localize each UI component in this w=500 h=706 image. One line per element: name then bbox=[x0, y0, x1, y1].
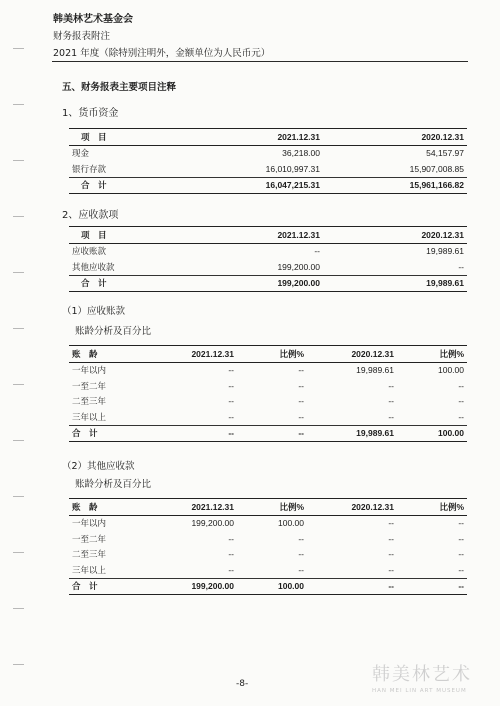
cell-value: 100.00 bbox=[278, 518, 304, 529]
col-header: 2021.12.31 bbox=[147, 346, 237, 363]
col-header: 项 目 bbox=[69, 129, 179, 146]
row-label: 应收账款 bbox=[72, 247, 107, 258]
cell-value: -- bbox=[228, 533, 234, 544]
total-value: 199,200.00 bbox=[147, 578, 237, 595]
cell-value: -- bbox=[228, 411, 234, 422]
margin-mark bbox=[13, 664, 24, 665]
total-label: 合 计 bbox=[69, 177, 179, 194]
cell-value: -- bbox=[298, 365, 304, 376]
accounts-receivable-aging-table bbox=[69, 345, 467, 442]
cell-value: -- bbox=[228, 564, 234, 575]
cell-value: -- bbox=[298, 411, 304, 422]
row-label: 现金 bbox=[72, 149, 90, 160]
margin-mark bbox=[13, 384, 24, 385]
col-header: 项 目 bbox=[69, 227, 179, 244]
cell-value: -- bbox=[388, 564, 394, 575]
total-label: 合 计 bbox=[69, 578, 147, 595]
table-row bbox=[69, 515, 467, 531]
total-value: 100.00 bbox=[397, 425, 467, 442]
other-receivables-aging-table bbox=[69, 498, 467, 595]
row-label: 一至二年 bbox=[72, 534, 107, 545]
col-header: 2020.12.31 bbox=[323, 227, 467, 244]
cell-value: 54,157.97 bbox=[426, 148, 464, 159]
cell-value: 19,989.61 bbox=[426, 246, 464, 257]
cell-value: -- bbox=[228, 380, 234, 391]
table-row bbox=[69, 161, 467, 177]
table-row bbox=[69, 409, 467, 425]
binding-margin-marks bbox=[0, 0, 40, 706]
receivables-table bbox=[69, 226, 467, 292]
col-header: 比例% bbox=[397, 499, 467, 516]
row-label: 一年以内 bbox=[72, 366, 107, 377]
cell-value: -- bbox=[298, 380, 304, 391]
cell-value: -- bbox=[298, 564, 304, 575]
cell-value: 19,989.61 bbox=[356, 365, 394, 376]
total-label: 合 计 bbox=[69, 275, 179, 292]
table-row bbox=[69, 394, 467, 410]
margin-mark bbox=[13, 328, 24, 329]
margin-mark bbox=[13, 552, 24, 553]
margin-mark bbox=[13, 440, 24, 441]
period-note: 2021 年度（除特别注明外，金额单位为人民币元） bbox=[53, 48, 271, 59]
s4-subtitle: 账龄分析及百分比 bbox=[75, 479, 152, 490]
cell-value: -- bbox=[228, 549, 234, 560]
cell-value: -- bbox=[314, 246, 320, 257]
cell-value: -- bbox=[458, 518, 464, 529]
document-title: 财务报表附注 bbox=[53, 31, 111, 42]
cell-value: -- bbox=[388, 380, 394, 391]
cell-value: 199,200.00 bbox=[191, 518, 234, 529]
cell-value: -- bbox=[388, 396, 394, 407]
row-label: 一至二年 bbox=[72, 381, 107, 392]
s1-title: 1、货币资金 bbox=[62, 108, 119, 119]
total-value: 19,989.61 bbox=[323, 275, 467, 292]
total-value: 15,961,166.82 bbox=[323, 177, 467, 194]
col-header: 2020.12.31 bbox=[307, 346, 397, 363]
cell-value: -- bbox=[458, 380, 464, 391]
table-row bbox=[69, 378, 467, 394]
row-label: 银行存款 bbox=[72, 164, 107, 175]
cell-value: 15,907,008.85 bbox=[409, 163, 464, 174]
header-rule bbox=[52, 61, 468, 62]
margin-mark bbox=[13, 496, 24, 497]
col-header: 2021.12.31 bbox=[179, 129, 323, 146]
page-number: -8- bbox=[236, 679, 249, 689]
table-header-row bbox=[69, 227, 467, 244]
total-value: 100.00 bbox=[237, 578, 307, 595]
total-value: 19,989.61 bbox=[307, 425, 397, 442]
col-header: 比例% bbox=[237, 499, 307, 516]
cell-value: -- bbox=[298, 549, 304, 560]
watermark-cn: 韩美林艺术 bbox=[372, 664, 472, 685]
cell-value: -- bbox=[228, 396, 234, 407]
total-value: -- bbox=[237, 425, 307, 442]
total-label: 合 计 bbox=[69, 425, 147, 442]
table-row bbox=[69, 547, 467, 563]
s3-subtitle: 账龄分析及百分比 bbox=[75, 326, 152, 337]
cell-value: -- bbox=[458, 533, 464, 544]
col-header: 账 龄 bbox=[69, 499, 147, 516]
total-value: 16,047,215.31 bbox=[179, 177, 323, 194]
total-value: -- bbox=[307, 578, 397, 595]
table-row bbox=[69, 562, 467, 578]
table-row bbox=[69, 243, 467, 259]
s4-title: （2）其他应收款 bbox=[62, 461, 135, 472]
table-row bbox=[69, 362, 467, 378]
margin-mark bbox=[13, 48, 24, 49]
section-title: 五、财务报表主要项目注释 bbox=[62, 82, 177, 93]
row-label: 二至三年 bbox=[72, 550, 107, 561]
museum-watermark-logo bbox=[372, 660, 492, 700]
col-header: 比例% bbox=[237, 346, 307, 363]
cell-value: -- bbox=[458, 564, 464, 575]
total-value: 199,200.00 bbox=[179, 275, 323, 292]
cell-value: -- bbox=[228, 365, 234, 376]
margin-mark bbox=[13, 272, 24, 273]
cell-value: -- bbox=[298, 396, 304, 407]
col-header: 2021.12.31 bbox=[179, 227, 323, 244]
cell-value: -- bbox=[458, 261, 464, 272]
cell-value: -- bbox=[458, 411, 464, 422]
watermark-en: HAN MEI LIN ART MUSEUM bbox=[372, 688, 467, 694]
cell-value: -- bbox=[388, 518, 394, 529]
col-header: 2020.12.31 bbox=[307, 499, 397, 516]
row-label: 二至三年 bbox=[72, 397, 107, 408]
total-row bbox=[69, 578, 467, 595]
table-header-row bbox=[69, 499, 467, 516]
margin-mark bbox=[13, 608, 24, 609]
col-header: 2021.12.31 bbox=[147, 499, 237, 516]
table-row bbox=[69, 259, 467, 275]
cell-value: -- bbox=[298, 533, 304, 544]
cell-value: -- bbox=[388, 411, 394, 422]
cell-value: -- bbox=[388, 549, 394, 560]
row-label: 一年以内 bbox=[72, 519, 107, 530]
col-header: 2020.12.31 bbox=[323, 129, 467, 146]
table-row bbox=[69, 145, 467, 161]
col-header: 比例% bbox=[397, 346, 467, 363]
cell-value: 199,200.00 bbox=[277, 261, 320, 272]
cell-value: 16,010,997.31 bbox=[265, 163, 320, 174]
cell-value: 100.00 bbox=[438, 365, 464, 376]
row-label: 三年以上 bbox=[72, 412, 107, 423]
cash-table bbox=[69, 128, 467, 194]
s2-title: 2、应收款项 bbox=[62, 210, 119, 221]
col-header: 账 龄 bbox=[69, 346, 147, 363]
total-row bbox=[69, 177, 467, 194]
s3-title: （1）应收账款 bbox=[62, 306, 126, 317]
table-header-row bbox=[69, 346, 467, 363]
table-row bbox=[69, 531, 467, 547]
total-row bbox=[69, 275, 467, 292]
org-name: 韩美林艺术基金会 bbox=[53, 14, 133, 25]
cell-value: -- bbox=[458, 549, 464, 560]
total-value: -- bbox=[397, 578, 467, 595]
row-label: 三年以上 bbox=[72, 565, 107, 576]
cell-value: -- bbox=[458, 396, 464, 407]
total-row bbox=[69, 425, 467, 442]
table-header-row bbox=[69, 129, 467, 146]
margin-mark bbox=[13, 104, 24, 105]
row-label: 其他应收款 bbox=[72, 262, 115, 273]
margin-mark bbox=[13, 160, 24, 161]
cell-value: 36,218.00 bbox=[282, 148, 320, 159]
margin-mark bbox=[13, 216, 24, 217]
total-value: -- bbox=[147, 425, 237, 442]
cell-value: -- bbox=[388, 533, 394, 544]
